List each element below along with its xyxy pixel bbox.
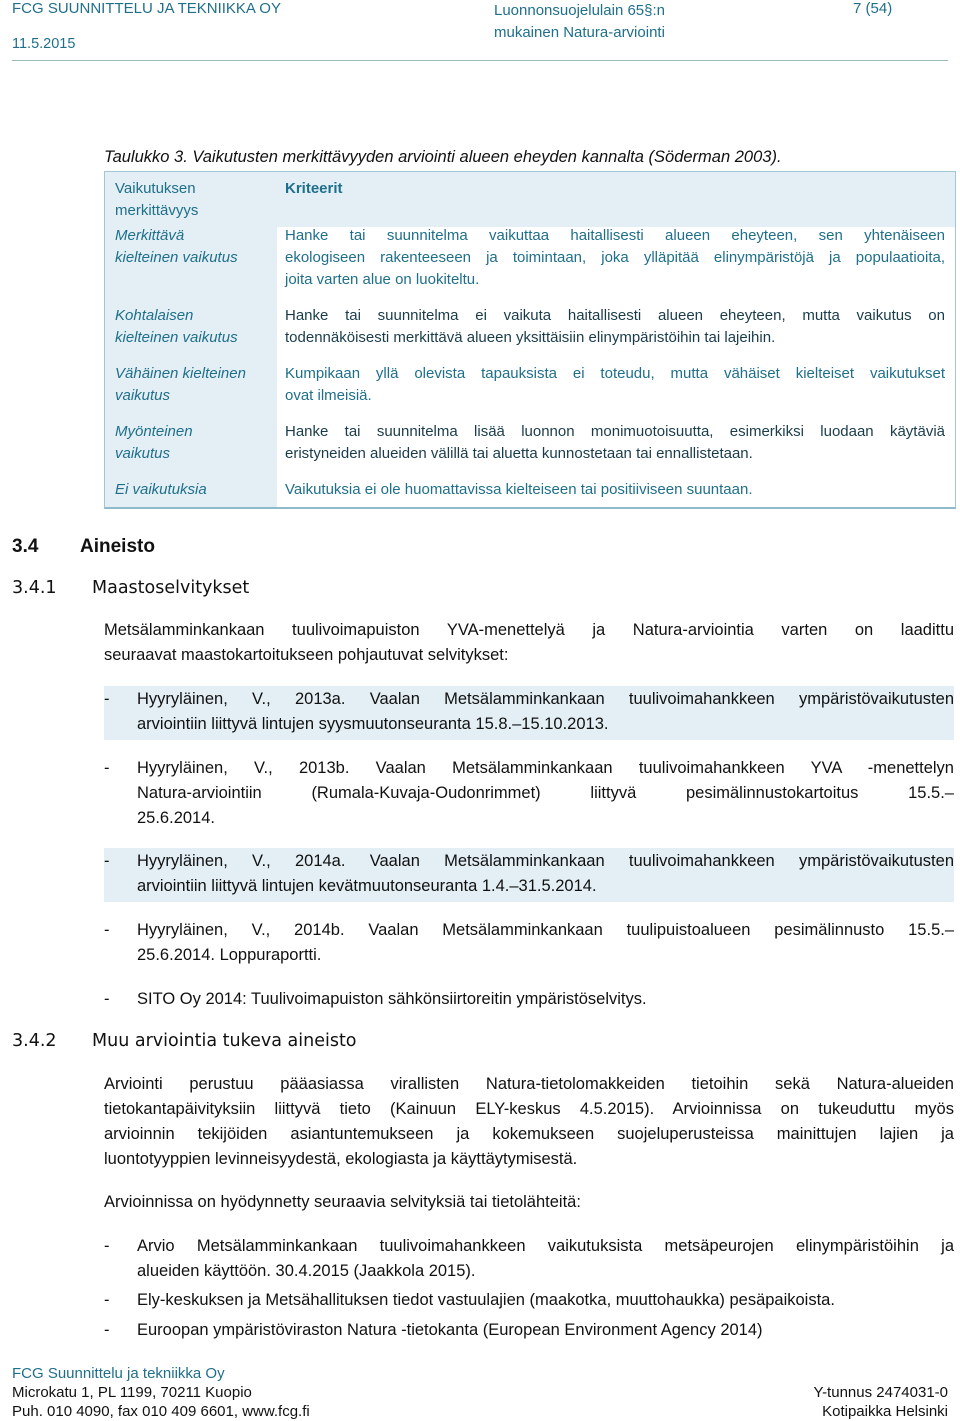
header-company: FCG SUUNNITTELU JA TEKNIIKKA OY	[12, 0, 281, 17]
list-line: Arvio Metsälamminkankaan tuulivoimahankkeen vaikutuksista metsäpeurojen elinympäristöihin ja	[137, 1237, 954, 1255]
table-cell-line: Myönteinen	[115, 423, 193, 440]
section-number: 3.4	[12, 536, 39, 557]
table-cell-line: Kohtalaisen	[115, 307, 194, 324]
list-dash: -	[104, 990, 110, 1008]
table-cell-line: Kumpikaan yllä olevista tapauksista ei toteudu, mutta vähäiset kielteiset vaikutukset	[285, 365, 945, 382]
list-line: Hyyryläinen, V., 2014b. Vaalan Metsälamminkankaan tuulipuistoalueen pesimälinnusto 15.5.–	[137, 921, 954, 939]
list-item-text	[137, 1234, 954, 1284]
table-cell-line: Merkittävä	[115, 227, 185, 244]
footer-domicile: Kotipaikka Helsinki	[822, 1403, 948, 1420]
table-cell-line: kielteinen vaikutus	[115, 329, 238, 346]
list-line: Natura-arviointiin (Rumala-Kuvaja-Oudonrimmet) liittyvä pesimälinnustokartoitus 15.5.–	[137, 784, 954, 802]
list-item	[104, 687, 954, 737]
paragraph-line: tietokantapäivityksiin liittyvä tieto (Kainuun ELY-keskus 4.5.2015). Arvioinnissa on tukeuduttu myös	[104, 1100, 954, 1118]
footer-row	[12, 1384, 948, 1401]
list-dash: -	[104, 921, 110, 939]
footer-address: Microkatu 1, PL 1199, 70211 Kuopio	[12, 1384, 252, 1401]
table-cell-line: vaikutus	[115, 445, 171, 462]
list-line: 25.6.2014. Loppuraportti.	[137, 946, 322, 964]
list-line: 25.6.2014.	[137, 809, 215, 827]
table-header-line: Vaikutuksen	[115, 180, 196, 197]
paragraph-line: Arviointi perustuu pääasiassa virallisten Natura-tietolomakkeiden tietoihin sekä Natura-alueiden	[104, 1075, 954, 1093]
table-row-label	[115, 225, 273, 269]
table-row-label	[115, 363, 273, 407]
list-line: Hyyryläinen, V., 2014a. Vaalan Metsälamminkankaan tuulivoimahankkeen ympäristövaikutusten	[137, 852, 954, 870]
header-page-number: 7 (54)	[853, 0, 893, 17]
list-line: Hyyryläinen, V., 2013b. Vaalan Metsälamminkankaan tuulivoimahankkeen YVA -menettelyn	[137, 759, 954, 777]
table-cell-line: joita varten alue on luokiteltu.	[285, 271, 480, 288]
list-item-text: Euroopan ympäristöviraston Natura -tietokanta (European Environment Agency 2014)	[137, 1321, 763, 1339]
paragraph-line: Metsälamminkankaan tuulivoimapuiston YVA-menettelyä ja Natura-arviointia varten on laadittu	[104, 621, 954, 639]
list-item	[104, 918, 954, 968]
paragraph-line: seuraavat maastokartoitukseen pohjautuvat selvitykset:	[104, 646, 509, 664]
list-item-text	[137, 756, 954, 831]
table-cell-line: Hanke tai suunnitelma vaikuttaa haitallisesti alueen eheyteen, sen yhtenäiseen	[285, 227, 945, 244]
list-line: alueiden käyttöön. 30.4.2015 (Jaakkola 2015).	[137, 1262, 476, 1280]
header-title	[494, 0, 665, 44]
list-line: Hyyryläinen, V., 2013a. Vaalan Metsälamminkankaan tuulivoimahankkeen ympäristövaikutusten	[137, 690, 954, 708]
header-title-line: mukainen Natura-arviointi	[494, 24, 665, 41]
footer-phone: Puh. 010 4090, fax 010 409 6601, www.fcg.fi	[12, 1403, 310, 1420]
list-item-text	[137, 687, 954, 737]
list-item	[104, 756, 954, 831]
paragraph-sources-intro: Arvioinnissa on hyödynnetty seuraavia selvityksiä tai tietolähteitä:	[104, 1193, 581, 1211]
table-cell-line: eristyneiden alueiden välillä tai aluetta kunnostetaan tai ennallistetaan.	[285, 445, 753, 462]
section-heading-3-4	[12, 536, 155, 558]
header-divider	[12, 60, 948, 61]
footer-company: FCG Suunnittelu ja tekniikka Oy	[12, 1365, 225, 1382]
section-title: Aineisto	[80, 536, 155, 557]
table-header-criteria: Kriteerit	[285, 180, 343, 197]
section-title: Muu arviointia tukeva aineisto	[92, 1031, 357, 1051]
table-row-label	[115, 421, 273, 465]
table-row-criteria	[285, 305, 945, 349]
table-cell-line: kielteinen vaikutus	[115, 249, 238, 266]
section-number: 3.4.1	[12, 578, 57, 598]
table-header-line: merkittävyys	[115, 202, 199, 219]
header-date: 11.5.2015	[12, 36, 76, 52]
list-dash: -	[104, 759, 110, 777]
table-header-significance	[115, 178, 273, 222]
list-dash: -	[104, 1291, 110, 1309]
list-item	[104, 1288, 954, 1313]
paragraph-line: luontotyyppien levinneisyydestä, ekologiasta ja käyttäytymisestä.	[104, 1150, 578, 1168]
list-dash: -	[104, 1321, 110, 1339]
table-row-criteria	[285, 421, 945, 465]
section-number: 3.4.2	[12, 1031, 57, 1051]
section-heading-3-4-1	[12, 578, 250, 598]
list-item-text: SITO Oy 2014: Tuulivoimapuiston sähkönsiirtoreitin ympäristöselvitys.	[137, 990, 647, 1008]
list-dash: -	[104, 852, 110, 870]
list-dash: -	[104, 690, 110, 708]
list-item	[104, 1318, 954, 1343]
table-cell-line: ekologiseen rakenteeseen ja toimintaan, joka ylläpitää elinympäristöjä ja populaatioita,	[285, 249, 945, 266]
table-row-label	[115, 305, 273, 349]
section-heading-3-4-2	[12, 1031, 357, 1051]
table-cell-line: Hanke tai suunnitelma lisää luonnon monimuotoisuutta, esimerkiksi luodaan käytäviä	[285, 423, 945, 440]
paragraph-other-material	[104, 1072, 954, 1172]
table-cell-line: vaikutus	[115, 387, 171, 404]
section-title: Maastoselvitykset	[92, 578, 250, 598]
paragraph-field-surveys-intro	[104, 618, 954, 668]
list-item-text	[137, 849, 954, 899]
list-item	[104, 987, 954, 1012]
table-cell-line: ovat ilmeisiä.	[285, 387, 372, 404]
list-item-text: Ely-keskuksen ja Metsähallituksen tiedot vastuulajien (maakotka, muuttohaukka) pesäpaikoista.	[137, 1291, 835, 1309]
table-caption: Taulukko 3. Vaikutusten merkittävyyden arviointi alueen eheyden kannalta (Söderman 2003).	[104, 148, 782, 166]
table-cell-line: Vähäinen kielteinen	[115, 365, 246, 382]
list-item	[104, 1234, 954, 1284]
list-dash: -	[104, 1237, 110, 1255]
table-row-label: Ei vaikutuksia	[115, 481, 207, 498]
table-row-criteria	[285, 363, 945, 407]
list-item	[104, 849, 954, 899]
paragraph-line: arvioinnin tekijöiden asiantuntemukseen ja kokemukseen suojeluperusteissa mainittujen lajien ja	[104, 1125, 954, 1143]
table-row-criteria	[285, 225, 945, 291]
footer-business-id: Y-tunnus 2474031-0	[813, 1384, 948, 1401]
list-line: arviointiin liittyvä lintujen kevätmuutonseuranta 1.4.–31.5.2014.	[137, 877, 597, 895]
table-cell-line: Hanke tai suunnitelma ei vaikuta haitallisesti alueen eheyteen, mutta vaikutus on	[285, 307, 945, 324]
table-row-criteria: Vaikutuksia ei ole huomattavissa kielteiseen tai positiiviseen suuntaan.	[285, 481, 753, 498]
list-line: arviointiin liittyvä lintujen syysmuutonseuranta 15.8.–15.10.2013.	[137, 715, 609, 733]
criteria-table	[104, 171, 956, 509]
header-title-line: Luonnonsuojelulain 65§:n	[494, 2, 665, 19]
footer-row	[12, 1403, 948, 1420]
table-cell-line: todennäköisesti merkittävä alueen yksittäisiin elinympäristöihin tai lajeihin.	[285, 329, 776, 346]
list-item-text	[137, 918, 954, 968]
